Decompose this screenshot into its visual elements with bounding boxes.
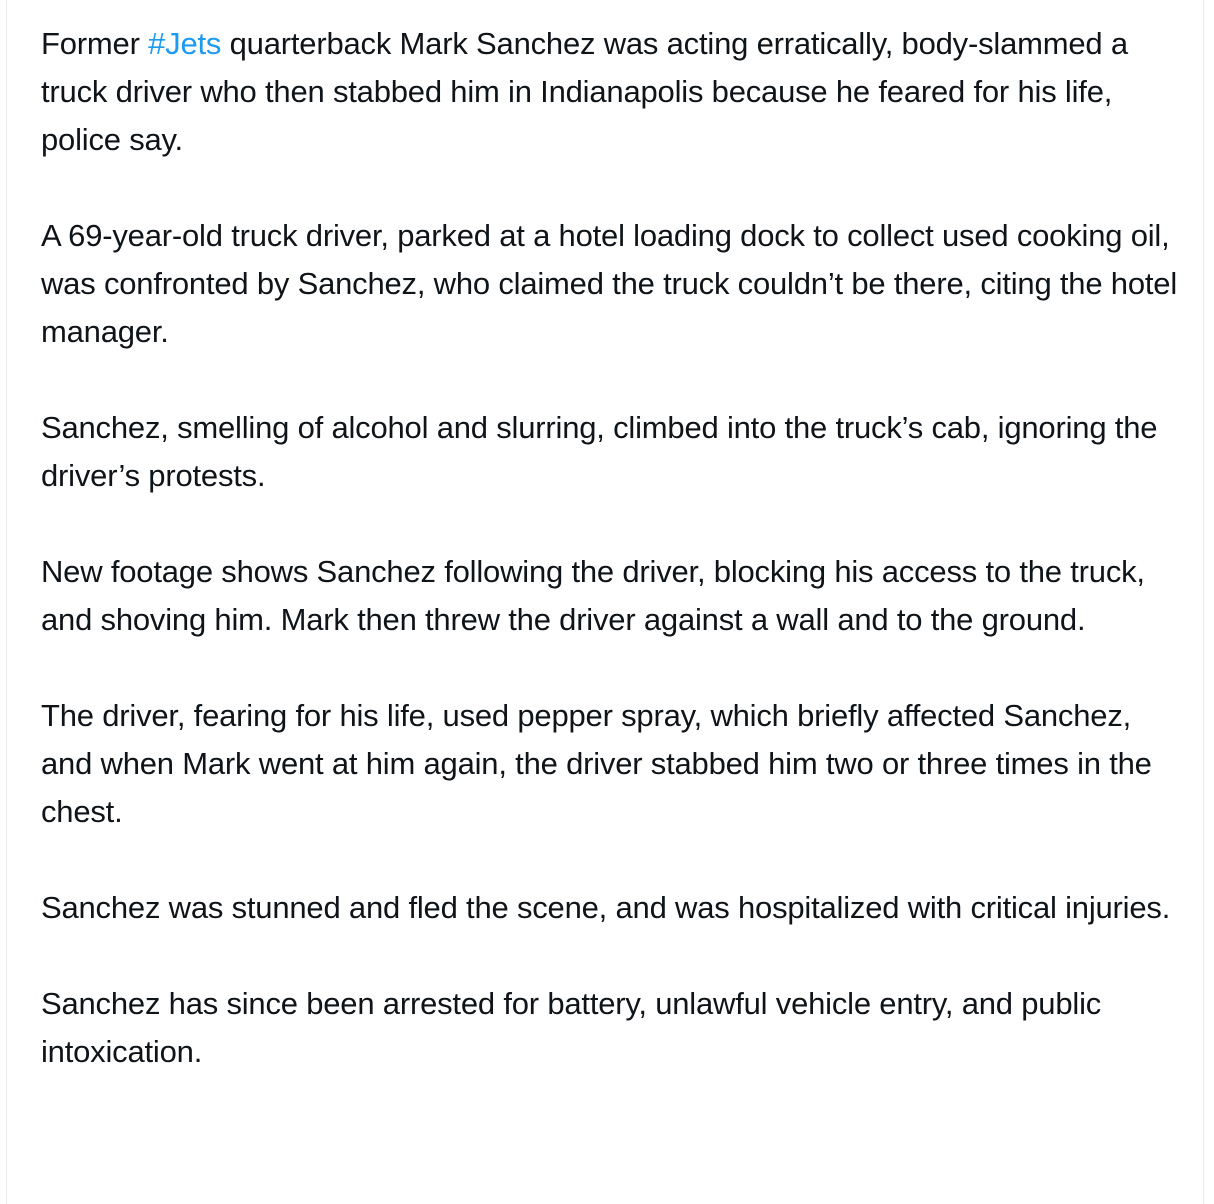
post-paragraph-4: New footage shows Sanchez following the driver, blocking his access to the truck, and shoving him. Mark then threw the driver against a wall and to the ground. <box>41 554 1145 637</box>
post-card <box>6 0 1204 1204</box>
post-paragraph-5: The driver, fearing for his life, used pepper spray, which briefly affected Sanchez, and when Mark went at him again, the driver stabbed him two or three times in the chest. <box>41 698 1152 829</box>
hashtag-link-jets[interactable]: #Jets <box>148 26 222 61</box>
post-paragraph-3: Sanchez, smelling of alcohol and slurring, climbed into the truck’s cab, ignoring the driver’s protests. <box>41 410 1158 493</box>
paragraph-text: Former <box>41 26 149 61</box>
post-paragraph-6: Sanchez was stunned and fled the scene, and was hospitalized with critical injuries. <box>41 890 1171 925</box>
post-text <box>41 20 1181 1076</box>
paragraph-text: quarterback Mark Sanchez was acting erratically, body-slammed a truck driver who then stabbed him in Indianapolis because he feared for his life, police say. <box>41 26 1128 157</box>
post-paragraph-7: Sanchez has since been arrested for battery, unlawful vehicle entry, and public intoxication. <box>41 986 1102 1069</box>
post-paragraph-2: A 69-year-old truck driver, parked at a hotel loading dock to collect used cooking oil, was confronted by Sanchez, who claimed the truck couldn’t be there, citing the hotel manager. <box>41 218 1178 349</box>
post-paragraph-1 <box>41 20 1181 164</box>
